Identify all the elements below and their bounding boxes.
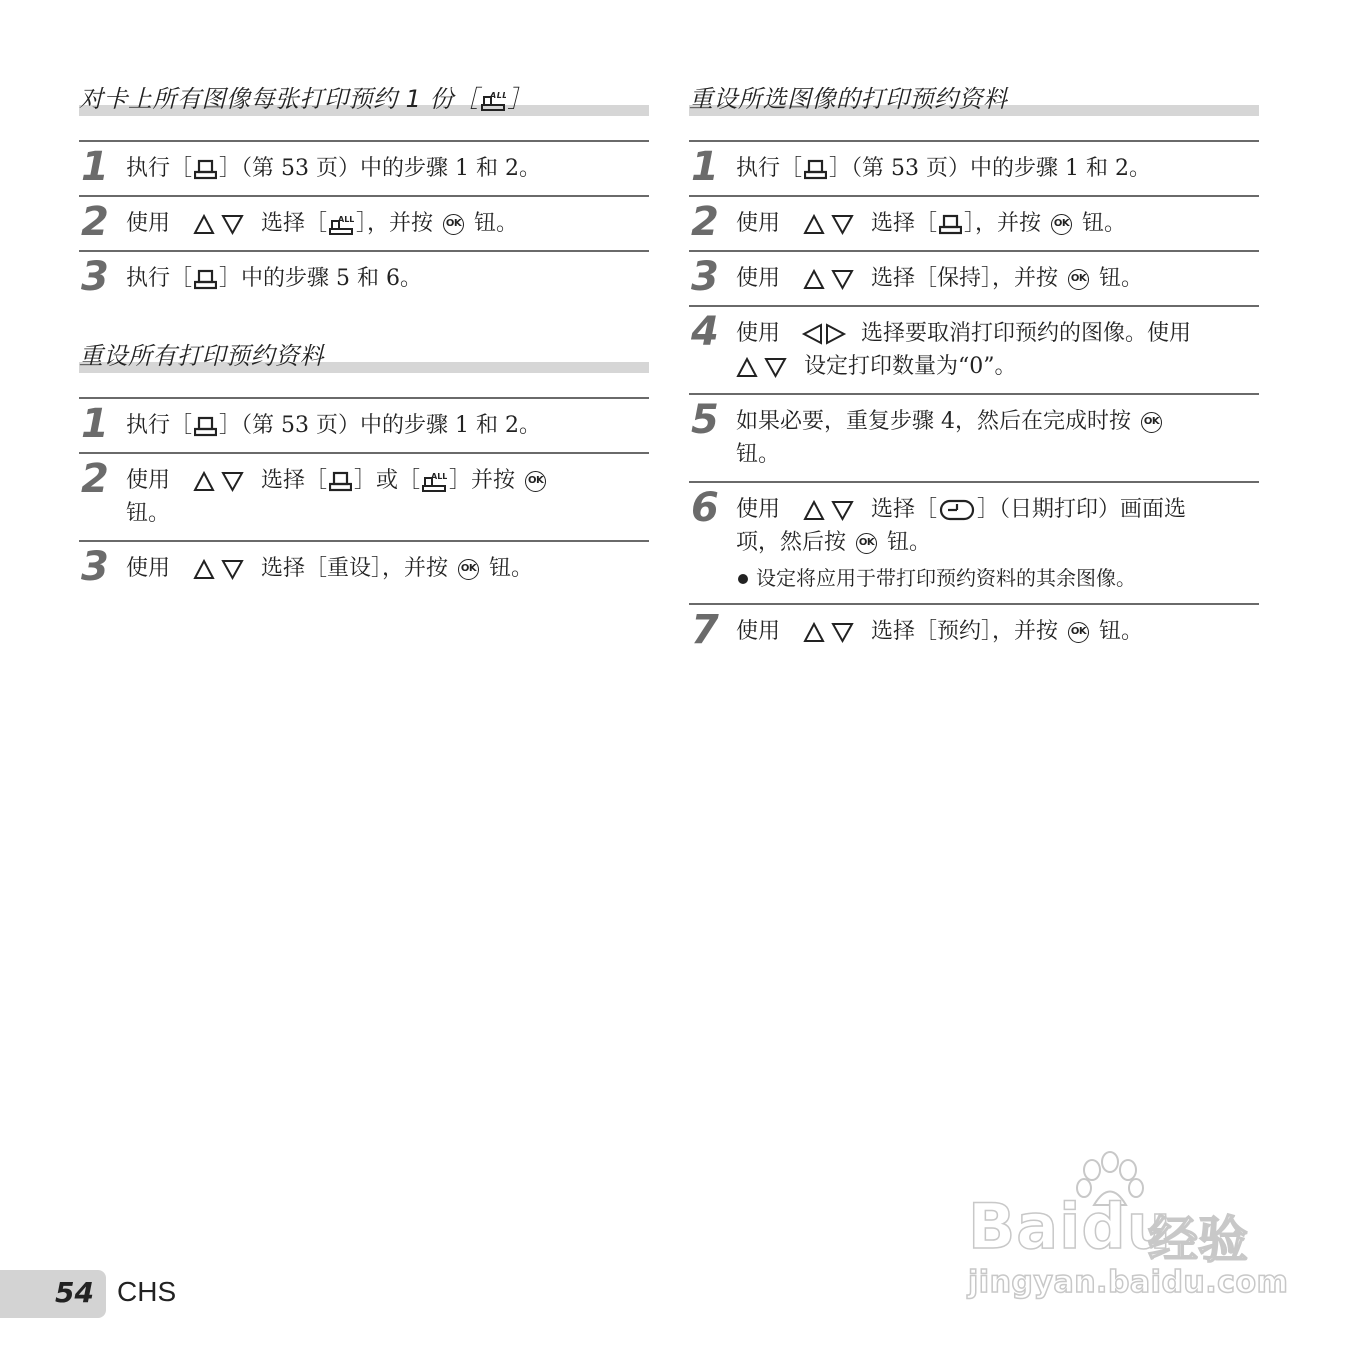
step-2: [79, 452, 649, 540]
ok-button-icon: OK: [1141, 412, 1162, 433]
step-1: [79, 397, 649, 452]
step-text: 使用 选择［ ］，并按 OK 钮。: [736, 211, 1127, 236]
watermark-jingyan: 经验: [1148, 1211, 1248, 1269]
step-text: 如果必要，重复步骤 4，然后在完成时按 OK: [736, 405, 1259, 438]
step-number: 3: [81, 254, 109, 300]
up-down-arrows-icon: [193, 470, 245, 493]
print-icon: [194, 415, 217, 438]
up-down-arrows-icon: [803, 268, 855, 291]
up-down-arrows-icon: [193, 558, 245, 581]
step-note: 设定将应用于带打印预约资料的其余图像。: [736, 563, 1259, 593]
step-text: 使用 选择［重设］，并按 OK 钮。: [126, 556, 534, 581]
step-number: 7: [691, 607, 719, 653]
section-title: 对卡上所有图像每张打印预约 1 份［ ］: [79, 85, 533, 113]
print-icon: [194, 158, 217, 181]
step-number: 1: [81, 144, 109, 190]
step-6: [689, 481, 1259, 603]
step-text: 使用 选择要取消打印预约的图像。使用: [736, 321, 1192, 346]
step-5: [689, 393, 1259, 481]
up-down-arrows-icon: [193, 213, 245, 236]
step-number: 2: [691, 199, 719, 245]
step-text-cont: 钮。: [736, 442, 781, 467]
up-down-arrows-icon: [803, 621, 855, 644]
left-column: [79, 70, 649, 595]
step-text: 执行［ ］（第 53 页）中的步骤 1 和 2。: [126, 413, 541, 438]
step-number: 3: [81, 544, 109, 590]
section-header-print-all-one-copy: [79, 70, 649, 116]
step-text-cont: 项，然后按 OK 钮。: [736, 530, 932, 555]
print-all-icon: [422, 470, 447, 493]
baidu-watermark: [960, 1150, 1290, 1310]
step-1: [79, 140, 649, 195]
step-text: 执行［ ］（第 53 页）中的步骤 1 和 2。: [736, 156, 1151, 181]
step-3: [689, 250, 1259, 305]
print-icon: [804, 158, 827, 181]
step-text: 使用 选择［ ］，并按 OK 钮。: [126, 211, 519, 236]
print-icon: [194, 268, 217, 291]
step-number: 1: [691, 144, 719, 190]
step-text: 使用 选择［预约］，并按 OK 钮。: [736, 619, 1144, 644]
step-text-cont: 钮。: [126, 501, 171, 526]
ok-button-icon: OK: [525, 471, 546, 492]
ok-button-icon: OK: [458, 559, 479, 580]
step-number: 6: [691, 485, 719, 531]
watermark-brand: Baidu: [968, 1190, 1172, 1263]
step-number: 2: [81, 199, 109, 245]
print-all-icon: [329, 213, 354, 236]
step-2: [689, 195, 1259, 250]
up-down-arrows-icon: [803, 213, 855, 236]
print-all-icon: [481, 89, 506, 112]
step-number: 4: [691, 309, 719, 355]
step-1: [689, 140, 1259, 195]
right-column: [689, 70, 1259, 658]
ok-button-icon: OK: [443, 214, 464, 235]
step-2: [79, 195, 649, 250]
page-number: 54: [55, 1276, 94, 1309]
ok-button-icon: OK: [1068, 622, 1089, 643]
step-text: 使用 选择［ ］或［ ］并按 OK: [126, 464, 649, 497]
ok-button-icon: OK: [1051, 214, 1072, 235]
step-3: [79, 540, 649, 595]
step-text: 使用 选择［保持］，并按 OK 钮。: [736, 266, 1144, 291]
print-icon: [329, 470, 352, 493]
section-title: 重设所有打印预约资料: [79, 342, 324, 370]
section-title: 重设所选图像的打印预约资料: [689, 85, 1008, 113]
step-text: 使用 选择［ ］（日期打印）画面选: [736, 497, 1187, 522]
step-text-cont: 设定打印数量为“0”。: [736, 350, 1259, 383]
section-header-reset-all: [79, 327, 649, 373]
ok-button-icon: OK: [1068, 269, 1089, 290]
language-label: CHS: [117, 1276, 177, 1307]
up-down-arrows-icon: [803, 499, 855, 522]
step-text: 执行［ ］（第 53 页）中的步骤 1 和 2。: [126, 156, 541, 181]
step-number: 1: [81, 401, 109, 447]
step-4: [689, 305, 1259, 393]
step-3: [79, 250, 649, 305]
step-7: [689, 603, 1259, 658]
bullet-icon: [738, 574, 748, 584]
ok-button-icon: OK: [856, 533, 877, 554]
step-text: 执行［ ］中的步骤 5 和 6。: [126, 266, 422, 291]
date-print-icon: [939, 498, 975, 522]
watermark-url: jingyan.baidu.com: [968, 1265, 1289, 1300]
step-number: 5: [691, 397, 719, 443]
left-right-arrows-icon: [801, 323, 847, 346]
section-header-reset-selected: [689, 70, 1259, 116]
up-down-arrows-icon: [736, 356, 788, 379]
step-number: 3: [691, 254, 719, 300]
step-number: 2: [81, 456, 109, 502]
print-icon: [939, 213, 962, 236]
